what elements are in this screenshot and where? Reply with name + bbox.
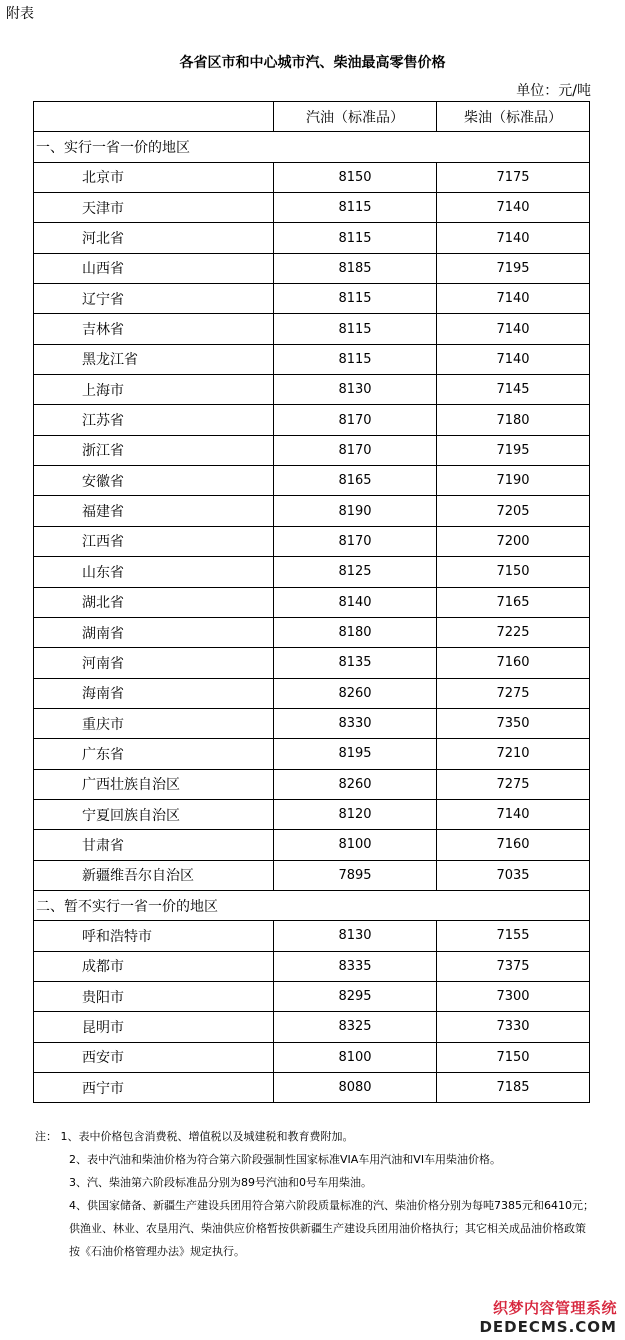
table-row [34, 193, 590, 223]
table-row [34, 617, 590, 647]
diesel-price-cell: 7035 [437, 860, 590, 890]
table-row [34, 678, 590, 708]
diesel-price-cell: 7165 [437, 587, 590, 617]
table-row [34, 1073, 590, 1103]
gasoline-price-cell: 8140 [274, 587, 437, 617]
gasoline-price-cell: 8185 [274, 253, 437, 283]
region-cell: 昆明市 [34, 1012, 274, 1042]
note-1: 注： 1、表中价格包含消费税、增值税以及城建税和教育费附加。 [35, 1130, 354, 1143]
diesel-price-cell: 7160 [437, 648, 590, 678]
watermark-logo [479, 1297, 617, 1336]
region-cell: 成都市 [34, 951, 274, 981]
diesel-price-cell: 7150 [437, 1042, 590, 1072]
diesel-price-cell: 7140 [437, 314, 590, 344]
diesel-price-cell: 7300 [437, 981, 590, 1011]
gasoline-price-cell: 8335 [274, 951, 437, 981]
gasoline-price-cell: 8115 [274, 314, 437, 344]
table-row [34, 799, 590, 829]
diesel-price-cell: 7155 [437, 921, 590, 951]
watermark-line-1: 织梦内容管理系统 [492, 1299, 617, 1317]
region-cell: 宁夏回族自治区 [34, 799, 274, 829]
gasoline-price-cell: 8260 [274, 678, 437, 708]
section-row [34, 132, 590, 162]
diesel-price-cell: 7195 [437, 253, 590, 283]
note-3: 3、汽、柴油第六阶段标准品分别为89号汽油和0号车用柴油。 [69, 1176, 372, 1189]
gasoline-price-cell: 8115 [274, 193, 437, 223]
region-cell: 江苏省 [34, 405, 274, 435]
table-row [34, 496, 590, 526]
table-row [34, 375, 590, 405]
gasoline-price-cell: 8115 [274, 284, 437, 314]
table-row [34, 526, 590, 556]
table-row [34, 557, 590, 587]
diesel-price-cell: 7225 [437, 617, 590, 647]
gasoline-price-cell: 8260 [274, 769, 437, 799]
diesel-price-cell: 7185 [437, 1073, 590, 1103]
table-row [34, 587, 590, 617]
table-header-row [34, 102, 590, 132]
diesel-price-cell: 7350 [437, 708, 590, 738]
table-row [34, 435, 590, 465]
diesel-price-cell: 7140 [437, 193, 590, 223]
gasoline-price-cell: 8115 [274, 344, 437, 374]
gasoline-price-cell: 8295 [274, 981, 437, 1011]
section-row [34, 890, 590, 920]
diesel-price-cell: 7140 [437, 799, 590, 829]
diesel-price-cell: 7210 [437, 739, 590, 769]
gasoline-price-cell: 8330 [274, 708, 437, 738]
diesel-price-cell: 7275 [437, 769, 590, 799]
diesel-price-cell: 7175 [437, 162, 590, 192]
diesel-price-cell: 7275 [437, 678, 590, 708]
note-4: 4、供国家储备、新疆生产建设兵团用符合第六阶段质量标准的汽、柴油价格分别为每吨7385元和6410元；供渔业、林业、农垦用汽、柴油供应价格暂按供新疆生产建设兵团用油价格执行；其它相关成品油价格政策按《石油价格管理办法》规定执行。 [69, 1199, 594, 1258]
table-row [34, 921, 590, 951]
region-cell: 海南省 [34, 678, 274, 708]
gasoline-price-cell: 8170 [274, 526, 437, 556]
gasoline-price-cell: 8170 [274, 435, 437, 465]
gasoline-price-cell: 8135 [274, 648, 437, 678]
region-cell: 辽宁省 [34, 284, 274, 314]
region-cell: 贵阳市 [34, 981, 274, 1011]
diesel-price-cell: 7330 [437, 1012, 590, 1042]
unit-label: 单位：元/吨 [516, 83, 591, 99]
region-cell: 西宁市 [34, 1073, 274, 1103]
table-row [34, 162, 590, 192]
region-cell: 上海市 [34, 375, 274, 405]
diesel-price-cell: 7150 [437, 557, 590, 587]
region-cell: 天津市 [34, 193, 274, 223]
diesel-price-cell: 7180 [437, 405, 590, 435]
region-cell: 山东省 [34, 557, 274, 587]
gasoline-price-cell: 7895 [274, 860, 437, 890]
notes [35, 1125, 595, 1263]
diesel-price-cell: 7160 [437, 830, 590, 860]
table-row [34, 466, 590, 496]
diesel-price-cell: 7200 [437, 526, 590, 556]
gasoline-price-cell: 8195 [274, 739, 437, 769]
region-cell: 西安市 [34, 1042, 274, 1072]
table-row [34, 405, 590, 435]
table-row [34, 739, 590, 769]
gasoline-price-cell: 8130 [274, 375, 437, 405]
gasoline-price-cell: 8130 [274, 921, 437, 951]
region-cell: 广西壮族自治区 [34, 769, 274, 799]
region-cell: 北京市 [34, 162, 274, 192]
table-row [34, 284, 590, 314]
region-cell: 甘肃省 [34, 830, 274, 860]
region-cell: 河北省 [34, 223, 274, 253]
region-cell: 新疆维吾尔自治区 [34, 860, 274, 890]
diesel-price-cell: 7205 [437, 496, 590, 526]
section-title: 二、暂不实行一省一价的地区 [34, 890, 590, 920]
price-table [33, 101, 590, 1103]
region-cell: 湖北省 [34, 587, 274, 617]
table-row [34, 223, 590, 253]
watermark-line-2: DEDECMS.COM [479, 1318, 617, 1336]
table-row [34, 344, 590, 374]
gasoline-price-cell: 8170 [274, 405, 437, 435]
header-gasoline: 汽油（标准品） [274, 102, 437, 132]
table-row [34, 830, 590, 860]
table-row [34, 981, 590, 1011]
region-cell: 呼和浩特市 [34, 921, 274, 951]
diesel-price-cell: 7145 [437, 375, 590, 405]
table-row [34, 648, 590, 678]
table-row [34, 769, 590, 799]
region-cell: 湖南省 [34, 617, 274, 647]
table-row [34, 951, 590, 981]
gasoline-price-cell: 8325 [274, 1012, 437, 1042]
gasoline-price-cell: 8115 [274, 223, 437, 253]
region-cell: 浙江省 [34, 435, 274, 465]
diesel-price-cell: 7375 [437, 951, 590, 981]
gasoline-price-cell: 8125 [274, 557, 437, 587]
gasoline-price-cell: 8180 [274, 617, 437, 647]
page-title: 各省区市和中心城市汽、柴油最高零售价格 [179, 55, 446, 71]
region-cell: 山西省 [34, 253, 274, 283]
appendix-label: 附表 [6, 6, 34, 22]
gasoline-price-cell: 8190 [274, 496, 437, 526]
table-row [34, 860, 590, 890]
diesel-price-cell: 7195 [437, 435, 590, 465]
diesel-price-cell: 7190 [437, 466, 590, 496]
region-cell: 福建省 [34, 496, 274, 526]
table-row [34, 1042, 590, 1072]
region-cell: 江西省 [34, 526, 274, 556]
region-cell: 安徽省 [34, 466, 274, 496]
gasoline-price-cell: 8100 [274, 1042, 437, 1072]
region-cell: 广东省 [34, 739, 274, 769]
gasoline-price-cell: 8100 [274, 830, 437, 860]
gasoline-price-cell: 8120 [274, 799, 437, 829]
table-row [34, 1012, 590, 1042]
gasoline-price-cell: 8165 [274, 466, 437, 496]
header-diesel: 柴油（标准品） [437, 102, 590, 132]
note-2: 2、表中汽油和柴油价格为符合第六阶段强制性国家标准VIA车用汽油和VI车用柴油价格。 [69, 1153, 502, 1166]
section-title: 一、实行一省一价的地区 [34, 132, 590, 162]
region-cell: 河南省 [34, 648, 274, 678]
diesel-price-cell: 7140 [437, 284, 590, 314]
header-region [34, 102, 274, 132]
region-cell: 重庆市 [34, 708, 274, 738]
region-cell: 黑龙江省 [34, 344, 274, 374]
table-row [34, 253, 590, 283]
region-cell: 吉林省 [34, 314, 274, 344]
gasoline-price-cell: 8150 [274, 162, 437, 192]
diesel-price-cell: 7140 [437, 223, 590, 253]
table-row [34, 314, 590, 344]
diesel-price-cell: 7140 [437, 344, 590, 374]
table-row [34, 708, 590, 738]
gasoline-price-cell: 8080 [274, 1073, 437, 1103]
